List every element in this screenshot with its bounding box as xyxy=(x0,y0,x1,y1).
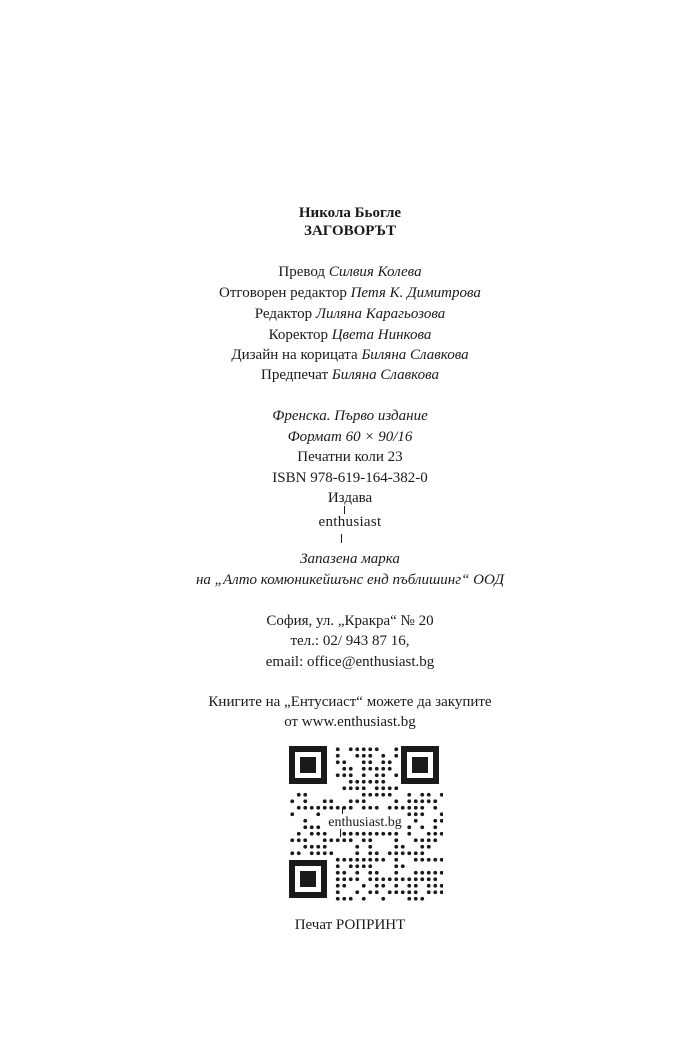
qr-dot xyxy=(401,851,405,855)
qr-dot xyxy=(336,754,340,758)
qr-dot xyxy=(329,838,333,842)
qr-dot xyxy=(394,845,398,849)
qr-dot xyxy=(394,884,398,888)
qr-dot xyxy=(375,767,379,771)
qr-dot xyxy=(375,806,379,810)
qr-dot xyxy=(375,851,379,855)
qr-dot xyxy=(303,806,307,810)
qr-dot xyxy=(401,890,405,894)
qr-dot xyxy=(336,864,340,868)
qr-dot xyxy=(414,871,418,875)
qr-dot xyxy=(375,747,379,751)
qr-dot xyxy=(420,838,424,842)
logo-text: enthusiast xyxy=(318,514,382,530)
qr-dot xyxy=(388,760,392,764)
qr-dot xyxy=(427,890,431,894)
qr-dot xyxy=(407,793,411,797)
qr-dot xyxy=(381,832,385,836)
qr-dot xyxy=(355,832,359,836)
qr-dot xyxy=(349,799,353,803)
qr-dot xyxy=(336,890,340,894)
qr-logo-bar-top xyxy=(342,807,343,814)
author-name: Никола Бьогле xyxy=(298,205,402,221)
qr-dot xyxy=(362,864,366,868)
qr-dot xyxy=(394,877,398,881)
qr-dot xyxy=(401,877,405,881)
qr-dot xyxy=(349,838,353,842)
phone: тел.: 02/ 943 87 16, xyxy=(290,633,410,649)
qr-dot xyxy=(368,877,372,881)
qr-dot xyxy=(388,767,392,771)
credit-role: Превод xyxy=(278,264,326,280)
qr-dot xyxy=(362,858,366,862)
qr-dot xyxy=(414,858,418,862)
qr-dot xyxy=(427,871,431,875)
credit-translator xyxy=(0,263,700,281)
qr-dot xyxy=(407,877,411,881)
qr-logo-text: enthusiast.bg xyxy=(328,815,402,830)
qr-dot xyxy=(433,890,437,894)
qr-dot xyxy=(303,819,307,823)
qr-dot xyxy=(342,786,346,790)
qr-dot xyxy=(388,806,392,810)
qr-dot xyxy=(388,786,392,790)
qr-dot xyxy=(342,832,346,836)
qr-dot xyxy=(297,851,301,855)
qr-dot xyxy=(407,897,411,901)
qr-dot xyxy=(394,747,398,751)
qr-dot xyxy=(323,845,327,849)
qr-dot xyxy=(368,760,372,764)
qr-dot xyxy=(310,825,314,829)
qr-dot xyxy=(414,884,418,888)
qr-dot xyxy=(349,806,353,810)
qr-dot xyxy=(433,799,437,803)
qr-dot xyxy=(427,793,431,797)
qr-dot xyxy=(329,851,333,855)
qr-dot xyxy=(388,890,392,894)
qr-dot xyxy=(362,747,366,751)
qr-dot xyxy=(375,858,379,862)
qr-dot xyxy=(342,838,346,842)
book-title: ЗАГОВОРЪТ xyxy=(304,223,396,239)
credit-name: Цвета Нинкова xyxy=(331,327,432,343)
qr-dot xyxy=(433,825,437,829)
qr-dot xyxy=(407,884,411,888)
qr-dot xyxy=(336,897,340,901)
qr-dot xyxy=(414,806,418,810)
qr-dot xyxy=(355,871,359,875)
purchase-info: Книгите на „Ентусиаст“ можете да закупите xyxy=(208,694,492,710)
qr-dot xyxy=(368,754,372,758)
qr-dot xyxy=(349,747,353,751)
qr-dot xyxy=(323,851,327,855)
qr-dot xyxy=(349,773,353,777)
qr-dot xyxy=(394,890,398,894)
email: email: office@enthusiast.bg xyxy=(265,654,435,670)
qr-dot xyxy=(362,754,366,758)
qr-dot xyxy=(375,780,379,784)
qr-dot xyxy=(355,754,359,758)
credit-prepress xyxy=(0,366,700,384)
qr-dot xyxy=(407,799,411,803)
qr-dot xyxy=(394,786,398,790)
qr-dot xyxy=(368,767,372,771)
qr-dot xyxy=(427,838,431,842)
qr-dot xyxy=(355,890,359,894)
qr-dot xyxy=(394,754,398,758)
credit-name: Петя К. Димитрова xyxy=(350,285,481,301)
qr-dot xyxy=(368,806,372,810)
address: София, ул. „Кракра“ № 20 xyxy=(266,613,434,629)
qr-dot xyxy=(427,832,431,836)
qr-dot xyxy=(420,845,424,849)
qr-dot xyxy=(355,858,359,862)
qr-dot xyxy=(303,793,307,797)
credit-role: Предпечат xyxy=(260,367,329,383)
qr-dot xyxy=(381,760,385,764)
qr-dot xyxy=(303,825,307,829)
qr-dot xyxy=(394,858,398,862)
credit-cover-design xyxy=(0,346,700,364)
qr-dot xyxy=(368,780,372,784)
qr-dot xyxy=(323,806,327,810)
qr-dot xyxy=(297,793,301,797)
qr-dot xyxy=(368,747,372,751)
credit-role: Отговорен редактор xyxy=(219,285,347,301)
qr-dot xyxy=(381,858,385,862)
qr-dot xyxy=(381,773,385,777)
qr-dot xyxy=(381,786,385,790)
qr-dot xyxy=(433,877,437,881)
credit-role: Коректор xyxy=(268,327,328,343)
qr-dot xyxy=(420,799,424,803)
qr-dot xyxy=(375,773,379,777)
qr-dot xyxy=(414,799,418,803)
qr-dot xyxy=(316,812,320,816)
qr-dot xyxy=(414,851,418,855)
qr-dot xyxy=(310,832,314,836)
qr-dot xyxy=(420,858,424,862)
qr-dot xyxy=(433,832,437,836)
qr-dot xyxy=(420,871,424,875)
qr-dot xyxy=(368,845,372,849)
qr-dot xyxy=(290,799,294,803)
qr-dot xyxy=(316,825,320,829)
qr-dot xyxy=(368,793,372,797)
qr-dot xyxy=(394,806,398,810)
qr-dot xyxy=(336,858,340,862)
qr-dot xyxy=(401,806,405,810)
qr-dot xyxy=(349,877,353,881)
qr-dot xyxy=(297,806,301,810)
qr-dot xyxy=(336,884,340,888)
credit-name: Лиляна Карагьозова xyxy=(315,306,446,322)
qr-dot xyxy=(394,871,398,875)
qr-dot xyxy=(420,825,424,829)
qr-dot xyxy=(440,890,443,894)
qr-dot xyxy=(440,884,443,888)
logo-bar-top xyxy=(344,506,345,514)
qr-dot xyxy=(336,760,340,764)
qr-dot xyxy=(440,858,443,862)
qr-dot xyxy=(362,799,366,803)
qr-dot xyxy=(440,812,443,816)
qr-dot xyxy=(420,793,424,797)
qr-dot xyxy=(427,884,431,888)
qr-dot xyxy=(394,864,398,868)
qr-dot xyxy=(375,877,379,881)
qr-dot xyxy=(323,832,327,836)
qr-dot xyxy=(440,832,443,836)
qr-dot xyxy=(362,793,366,797)
qr-dot xyxy=(349,864,353,868)
qr-dot xyxy=(427,877,431,881)
qr-dot xyxy=(381,897,385,901)
qr-dot xyxy=(394,773,398,777)
qr-dot xyxy=(433,858,437,862)
qr-dot xyxy=(414,812,418,816)
qr-dot xyxy=(342,897,346,901)
qr-dot xyxy=(349,780,353,784)
qr-dot xyxy=(375,832,379,836)
qr-dot xyxy=(388,832,392,836)
qr-dot xyxy=(362,773,366,777)
qr-dot xyxy=(440,819,443,823)
qr-dot xyxy=(375,786,379,790)
qr-dot xyxy=(349,897,353,901)
credit-name: Биляна Славкова xyxy=(361,347,469,363)
qr-dot xyxy=(290,812,294,816)
qr-dot xyxy=(433,806,437,810)
qr-dot xyxy=(310,806,314,810)
qr-dot xyxy=(362,897,366,901)
qr-dot xyxy=(355,851,359,855)
qr-dot xyxy=(303,845,307,849)
qr-dot xyxy=(362,767,366,771)
qr-dot xyxy=(368,838,372,842)
qr-dot xyxy=(310,845,314,849)
qr-dot xyxy=(407,825,411,829)
qr-code xyxy=(287,744,443,902)
qr-dot xyxy=(336,838,340,842)
qr-dot xyxy=(440,793,443,797)
qr-dot xyxy=(362,806,366,810)
published-by: Издава xyxy=(327,490,373,506)
qr-dot xyxy=(420,851,424,855)
qr-dot xyxy=(427,799,431,803)
qr-dot xyxy=(368,871,372,875)
qr-dot xyxy=(355,780,359,784)
credit-role: Дизайн на корицата xyxy=(231,347,358,363)
qr-dot xyxy=(355,864,359,868)
qr-dot xyxy=(355,786,359,790)
qr-dot xyxy=(388,851,392,855)
qr-dot xyxy=(329,799,333,803)
qr-dot xyxy=(349,832,353,836)
qr-dot xyxy=(368,858,372,862)
qr-dot xyxy=(349,767,353,771)
qr-dot xyxy=(433,819,437,823)
qr-dot xyxy=(394,832,398,836)
qr-dot xyxy=(290,838,294,842)
qr-dot xyxy=(336,806,340,810)
qr-dot xyxy=(310,851,314,855)
qr-dot xyxy=(349,858,353,862)
qr-dot xyxy=(375,890,379,894)
qr-dot xyxy=(329,806,333,810)
credit-name: Биляна Славкова xyxy=(331,367,439,383)
format-info: Формат 60 × 90/16 xyxy=(287,429,413,445)
qr-dot xyxy=(401,845,405,849)
qr-dot xyxy=(316,845,320,849)
qr-dot xyxy=(375,793,379,797)
qr-dot xyxy=(355,747,359,751)
qr-dot xyxy=(316,832,320,836)
qr-dot xyxy=(323,799,327,803)
qr-dot xyxy=(362,760,366,764)
credit-role: Редактор xyxy=(254,306,313,322)
qr-dot xyxy=(362,884,366,888)
qr-dot xyxy=(362,832,366,836)
qr-dot xyxy=(375,884,379,888)
qr-dot xyxy=(336,747,340,751)
qr-dot xyxy=(342,884,346,888)
qr-dot xyxy=(336,773,340,777)
qr-dot xyxy=(355,799,359,803)
qr-dot xyxy=(362,838,366,842)
qr-dot xyxy=(381,877,385,881)
qr-dot xyxy=(362,780,366,784)
printer: Печат РОПРИНТ xyxy=(294,917,406,933)
qr-dot xyxy=(368,864,372,868)
qr-dot xyxy=(297,832,301,836)
qr-dot xyxy=(303,799,307,803)
qr-dot xyxy=(342,877,346,881)
printed-sheets: Печатни коли 23 xyxy=(297,449,403,465)
qr-dot xyxy=(290,851,294,855)
qr-dot xyxy=(381,884,385,888)
purchase-url: от www.enthusiast.bg xyxy=(284,714,416,730)
qr-dot xyxy=(342,767,346,771)
qr-dot xyxy=(355,877,359,881)
qr-dot xyxy=(316,806,320,810)
qr-dot xyxy=(433,838,437,842)
qr-dot xyxy=(297,838,301,842)
qr-dot xyxy=(303,838,307,842)
qr-dot xyxy=(342,858,346,862)
qr-dot xyxy=(394,851,398,855)
qr-dot xyxy=(368,832,372,836)
qr-dot xyxy=(381,793,385,797)
qr-dot xyxy=(407,806,411,810)
qr-dot xyxy=(427,845,431,849)
qr-dot xyxy=(414,877,418,881)
qr-dot xyxy=(407,890,411,894)
qr-dot xyxy=(342,871,346,875)
qr-dot xyxy=(355,845,359,849)
qr-dot xyxy=(407,851,411,855)
qr-dot xyxy=(394,838,398,842)
qr-dot xyxy=(427,858,431,862)
logo-bar-bottom xyxy=(341,534,342,543)
qr-dot xyxy=(368,851,372,855)
publisher-logo xyxy=(300,508,400,530)
qr-dot xyxy=(420,897,424,901)
edition-info: Френска. Първо издание xyxy=(272,408,428,424)
qr-dot xyxy=(349,786,353,790)
qr-dot xyxy=(381,754,385,758)
qr-dot xyxy=(316,851,320,855)
credit-responsible-editor xyxy=(0,284,700,302)
qr-dot xyxy=(407,832,411,836)
qr-dot xyxy=(414,819,418,823)
qr-logo-bar-bottom xyxy=(340,829,341,837)
credit-name: Силвия Колева xyxy=(328,264,422,280)
trademark-note: Запазена марка xyxy=(300,551,400,567)
qr-dot xyxy=(407,812,411,816)
qr-dot xyxy=(401,864,405,868)
isbn: ISBN 978-619-164-382-0 xyxy=(272,470,428,486)
qr-dot xyxy=(420,812,424,816)
qr-dot xyxy=(414,890,418,894)
credit-proofreader xyxy=(0,326,700,344)
qr-dot xyxy=(362,786,366,790)
qr-dot xyxy=(342,760,346,764)
qr-dot xyxy=(388,793,392,797)
company-name: на „Алто комюникейшънс енд пъблишинг“ ООД xyxy=(195,572,505,588)
qr-dot xyxy=(342,773,346,777)
qr-dot xyxy=(414,838,418,842)
qr-dot xyxy=(381,780,385,784)
qr-dot xyxy=(394,799,398,803)
qr-dot xyxy=(388,877,392,881)
qr-dot xyxy=(381,767,385,771)
qr-dot xyxy=(375,871,379,875)
qr-dot xyxy=(420,806,424,810)
qr-dot xyxy=(414,897,418,901)
qr-dot xyxy=(440,871,443,875)
credit-editor xyxy=(0,305,700,323)
qr-dot xyxy=(368,890,372,894)
qr-dot xyxy=(336,871,340,875)
qr-dot xyxy=(433,871,437,875)
qr-dot xyxy=(336,877,340,881)
qr-dot xyxy=(420,877,424,881)
qr-dot xyxy=(433,884,437,888)
qr-dot xyxy=(323,838,327,842)
